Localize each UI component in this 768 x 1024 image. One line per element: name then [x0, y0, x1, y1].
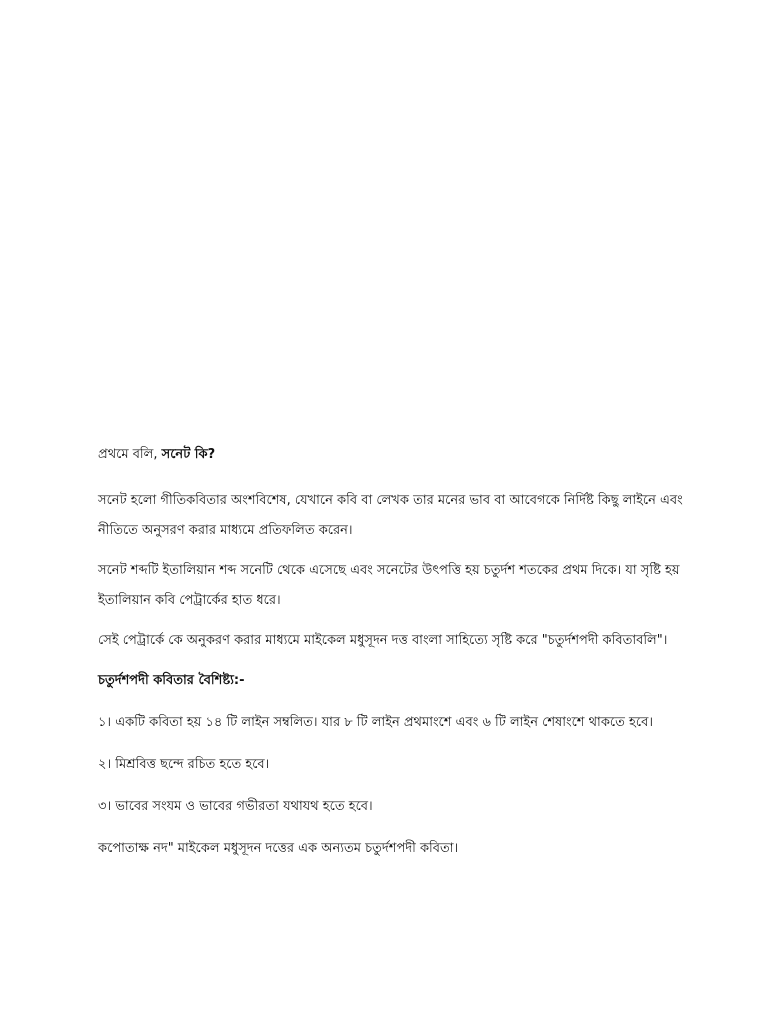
feature-item-1: ১। একটি কবিতা হয় ১৪ টি লাইন সম্বলিত। যার ৮ টি লাইন প্রথমাংশে এবং ৬ টি লাইন শেষাংশে থাকতে হবে। [98, 715, 653, 730]
paragraph-madhusudan: সেই পেট্রার্কে কে অনুকরণ করার মাধ্যমে মাইকেল মধুসূদন দত্ত বাংলা সাহিত্যে সৃষ্টি করে "চতুর্দশপদী কবিতাবলি"। [98, 633, 668, 648]
features-heading: চতুর্দশপদী কবিতার বৈশিষ্ট্য:- [98, 673, 245, 688]
paragraph-definition: সনেট হলো গীতিকবিতার অংশবিশেষ, যেখানে কবি বা লেখক তার মনের ভাব বা আবেগকে নির্দিষ্ট কিছু লাইনে এবং নীতিতে অনুসরণ করার মাধ্যমে প্রতিফলিত করেন। [98, 493, 683, 538]
feature-item-2: ২। মিশ্রবিত্ত ছন্দে রচিত হতে হবে। [98, 757, 270, 772]
intro-question: সনেট কি? [161, 447, 216, 462]
feature-item-3: ৩। ভাবের সংযম ও ভাবের গভীরতা যথাযথ হতে হবে। [98, 799, 373, 814]
intro-line [98, 440, 718, 470]
paragraph-origin: সনেট শব্দটি ইতালিয়ান শব্দ সনেটি থেকে এসেছে এবং সনেটের উৎপত্তি হয় চতুর্দশ শতকের প্রথম দিকে। যা সৃষ্টি হয় ইতালিয়ান কবি পেট্রার্কের হাত ধরে। [98, 563, 680, 608]
closing-line: কপোতাক্ষ নদ" মাইকেল মধুসূদন দত্তের এক অন্যতম চতুর্দশপদী কবিতা। [98, 841, 459, 856]
intro-prefix: প্রথমে বলি, [98, 447, 158, 462]
document-body [98, 440, 718, 874]
